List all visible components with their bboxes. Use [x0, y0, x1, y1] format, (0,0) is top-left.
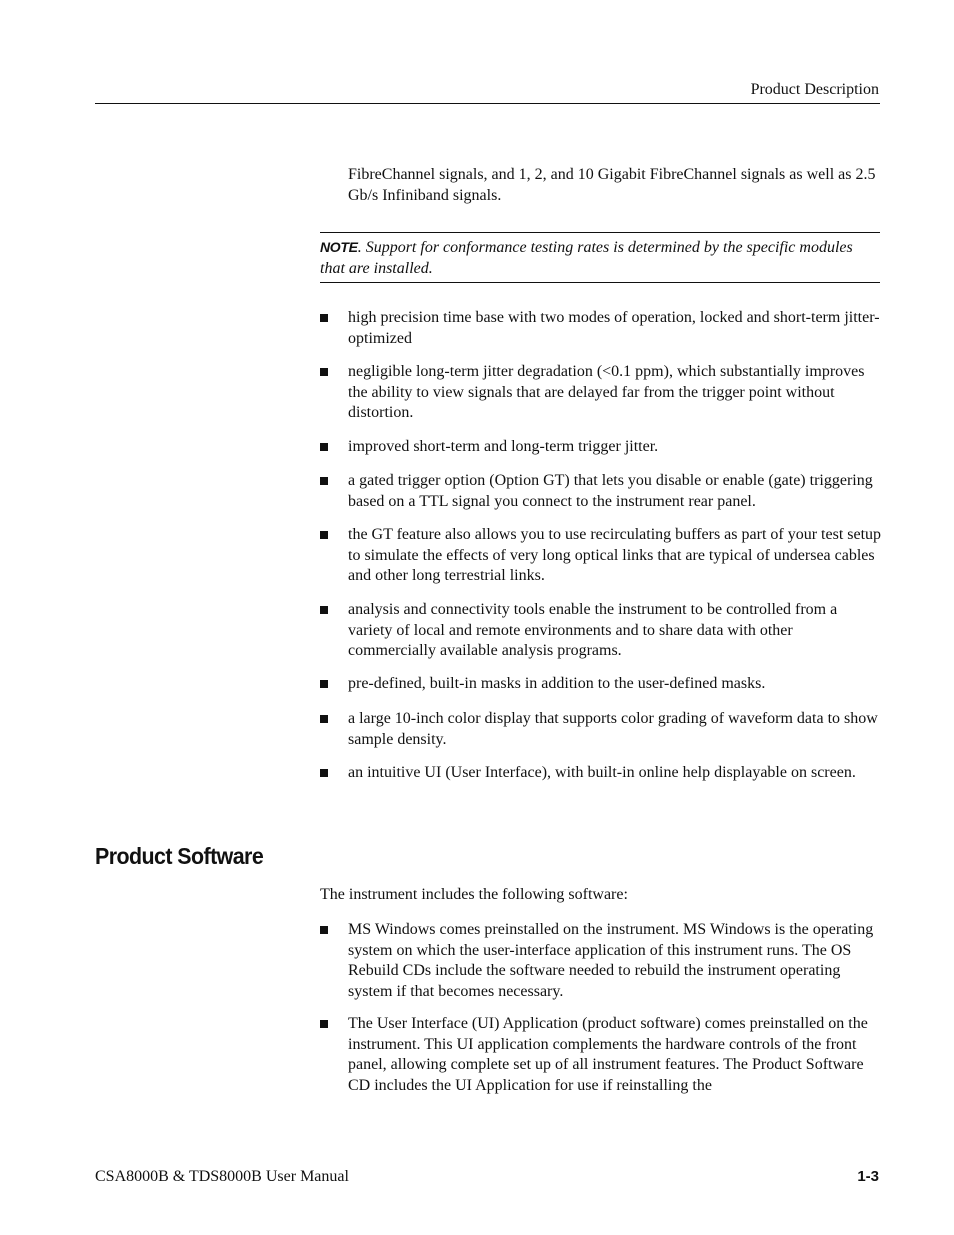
feature-bullet	[320, 437, 882, 458]
bullet-square-icon	[320, 715, 328, 723]
bullet-square-icon	[320, 680, 328, 688]
feature-text: the GT feature also allows you to use recirculating buffers as part of your test setup to simulate the effects of very long optical links that are typical of undersea cables and other long terrestrial links.	[348, 526, 882, 584]
section-heading: Product Software	[95, 843, 264, 869]
feature-bullet	[320, 674, 882, 695]
software-text: MS Windows comes preinstalled on the instrument. MS Windows is the operating system on which the user-interface application of this instrument runs. The OS Rebuild CDs include the software needed to rebuild the instrument operating system if that becomes necessary.	[348, 921, 874, 1000]
feature-text: analysis and connectivity tools enable the instrument to be controlled from a variety of local and remote environments and to share data with other commercially available analysis programs.	[348, 601, 838, 659]
feature-text: improved short-term and long-term trigger jitter.	[348, 438, 659, 455]
footer-page-number: 1-3	[857, 1168, 879, 1185]
software-bullet	[320, 1014, 882, 1096]
bullet-square-icon	[320, 368, 328, 376]
feature-bullet	[320, 600, 882, 662]
feature-bullet	[320, 525, 882, 587]
bullet-square-icon	[320, 531, 328, 539]
feature-bullet	[320, 362, 882, 424]
bullet-square-icon	[320, 606, 328, 614]
running-header-title: Product Description	[750, 81, 879, 98]
feature-bullet	[320, 763, 882, 784]
bullet-square-icon	[320, 477, 328, 485]
feature-bullet	[320, 471, 882, 512]
note-label: NOTE	[320, 239, 358, 255]
section-intro: The instrument includes the following software:	[320, 886, 628, 903]
feature-text: a large 10-inch color display that supports color grading of waveform data to show sample density.	[348, 710, 878, 748]
bullet-square-icon	[320, 1020, 328, 1028]
bullet-square-icon	[320, 769, 328, 777]
feature-text: negligible long-term jitter degradation (<0.1 ppm), which substantially improves the ability to view signals that are delayed far from the trigger point without distortion.	[348, 363, 865, 421]
feature-bullet	[320, 709, 882, 750]
software-text: The User Interface (UI) Application (product software) comes preinstalled on the instrument. This UI application complements the hardware controls of the front panel, allowing complete set up of all instrument features. The Product Software CD includes the UI Application for use if reinstalling the	[348, 1015, 868, 1094]
feature-text: a gated trigger option (Option GT) that lets you disable or enable (gate) triggering based on a TTL signal you connect to the instrument rear panel.	[348, 472, 873, 510]
feature-text: pre-defined, built-in masks in addition to the user-defined masks.	[348, 675, 766, 692]
feature-text: high precision time base with two modes of operation, locked and short-term jitter-optimized	[348, 309, 880, 347]
bullet-square-icon	[320, 926, 328, 934]
bullet-square-icon	[320, 314, 328, 322]
note-box	[320, 232, 880, 283]
feature-text: an intuitive UI (User Interface), with built-in online help displayable on screen.	[348, 764, 856, 781]
note-text: . Support for conformance testing rates is determined by the specific modules that are installed.	[320, 239, 853, 277]
feature-bullet	[320, 308, 882, 349]
bullet-square-icon	[320, 443, 328, 451]
footer-manual-title: CSA8000B & TDS8000B User Manual	[95, 1168, 349, 1185]
header-rule	[95, 103, 880, 104]
continuation-paragraph: FibreChannel signals, and 1, 2, and 10 Gigabit FibreChannel signals as well as 2.5 Gb/s Infiniband signals.	[348, 166, 876, 204]
software-bullet	[320, 920, 882, 1002]
